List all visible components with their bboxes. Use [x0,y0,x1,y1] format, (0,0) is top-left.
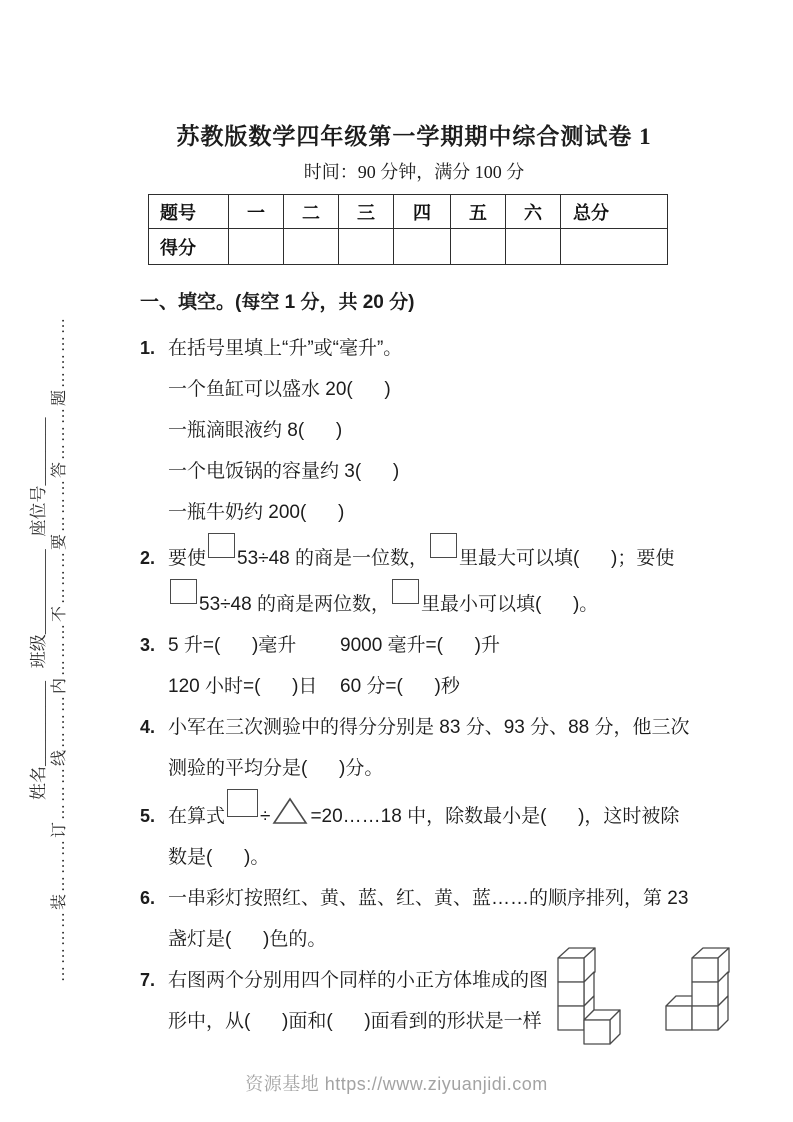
score-table-header-total: 总分 [561,195,668,229]
score-cell [339,229,394,265]
question-line [140,625,700,666]
question-3 [140,625,700,707]
page-title: 苏教版数学四年级第一学期期中综合测试卷 1 [176,124,652,149]
question-text: 120 小时=( )日 [168,676,318,697]
section-one-heading: 一、填空。(每空 1 分，共 20 分) [140,292,415,313]
question-line [140,579,700,625]
question-text: 在括号里填上“升”或“毫升”。 [168,338,403,359]
question-number: 5. [140,806,156,826]
question-text: 一串彩灯按照红、黄、蓝、红、黄、蓝……的顺序排列，第 23 [168,888,689,909]
blank-box [227,789,258,817]
question-line: 数是( )。 [168,847,270,868]
question-line [140,707,700,748]
question-number: 2. [140,548,156,568]
question-line: 形中，从( )面和( )面看到的形状是一样 [168,1011,542,1032]
score-table-header-cell: 五 [451,195,506,229]
score-table-header-cell: 三 [339,195,394,229]
question-sub-item: 一瓶牛奶约 200( ) [168,502,345,523]
score-table-header-cell: 二 [284,195,339,229]
question-list [140,328,700,1042]
question-1 [140,328,700,533]
question-5 [140,789,700,878]
score-cell [284,229,339,265]
question-line [140,666,700,707]
question-text: 里最小可以填( )。 [420,594,599,615]
score-table-header-cell: 六 [506,195,561,229]
question-number: 7. [140,970,156,990]
question-line [140,328,700,369]
division-sign: ÷ [260,806,271,827]
score-cell [506,229,561,265]
question-text: 右图两个分别用四个同样的小正方体堆成的图 [168,970,549,991]
cube-figure-right [648,946,730,1048]
cube-figures [552,946,730,1048]
question-number: 3. [140,635,156,655]
question-text: 53÷48 的商是一位数， [237,548,428,569]
footer-watermark: 资源基地 https://www.ziyuanjidi.com [245,1074,548,1094]
question-text: 里最大可以填( )；要使 [459,548,675,569]
question-4 [140,707,700,789]
score-table-header-cell: 四 [394,195,451,229]
question-line [140,789,700,837]
blank-box [392,579,419,604]
blank-box [170,579,197,604]
question-text: 要使 [168,548,207,569]
question-line [140,878,700,919]
question-7 [140,960,700,1042]
question-text: 5 升=( )毫升 [168,635,297,656]
question-text: 小军在三次测验中的得分分别是 83 分、93 分、88 分，他三次 [168,717,690,738]
score-row-label: 得分 [149,229,229,265]
question-number: 6. [140,888,156,908]
question-line [140,533,700,579]
question-line: 盏灯是( )色的。 [168,929,327,950]
question-sub-item: 一个电饭锅的容量约 3( ) [168,461,400,482]
blank-box [208,533,235,558]
question-number: 1. [140,338,156,358]
score-table-header-label: 题号 [149,195,229,229]
question-text: 9000 毫升=( )升 [340,635,500,656]
score-cell [229,229,284,265]
question-number: 4. [140,717,156,737]
time-score-subtitle: 时间：90 分钟，满分 100 分 [303,162,525,182]
question-text: 53÷48 的商是两位数， [199,594,390,615]
paper-content [140,122,700,1042]
blank-box [430,533,457,558]
binding-line-text: …………装………订………线………内………不………要………答………题………… [51,315,68,982]
question-sub-item: 一瓶滴眼液约 8( ) [168,420,343,441]
score-cell [451,229,506,265]
question-2 [140,533,700,625]
question-text: 在算式 [168,806,226,827]
score-cell [561,229,668,265]
question-sub-item: 一个鱼缸可以盛水 20( ) [168,379,391,400]
question-line: 测验的平均分是( )分。 [168,758,384,779]
student-info-fields: 姓名__________ 班级__________ 座位号________ [29,417,48,800]
score-table-header-cell: 一 [229,195,284,229]
question-text: 60 分=( )秒 [340,676,460,697]
triangle-shape [272,797,308,825]
question-text: =20……18 中，除数最小是( )，这时被除 [310,806,680,827]
score-table [148,194,668,265]
cube-figure-left [552,946,632,1048]
score-cell [394,229,451,265]
